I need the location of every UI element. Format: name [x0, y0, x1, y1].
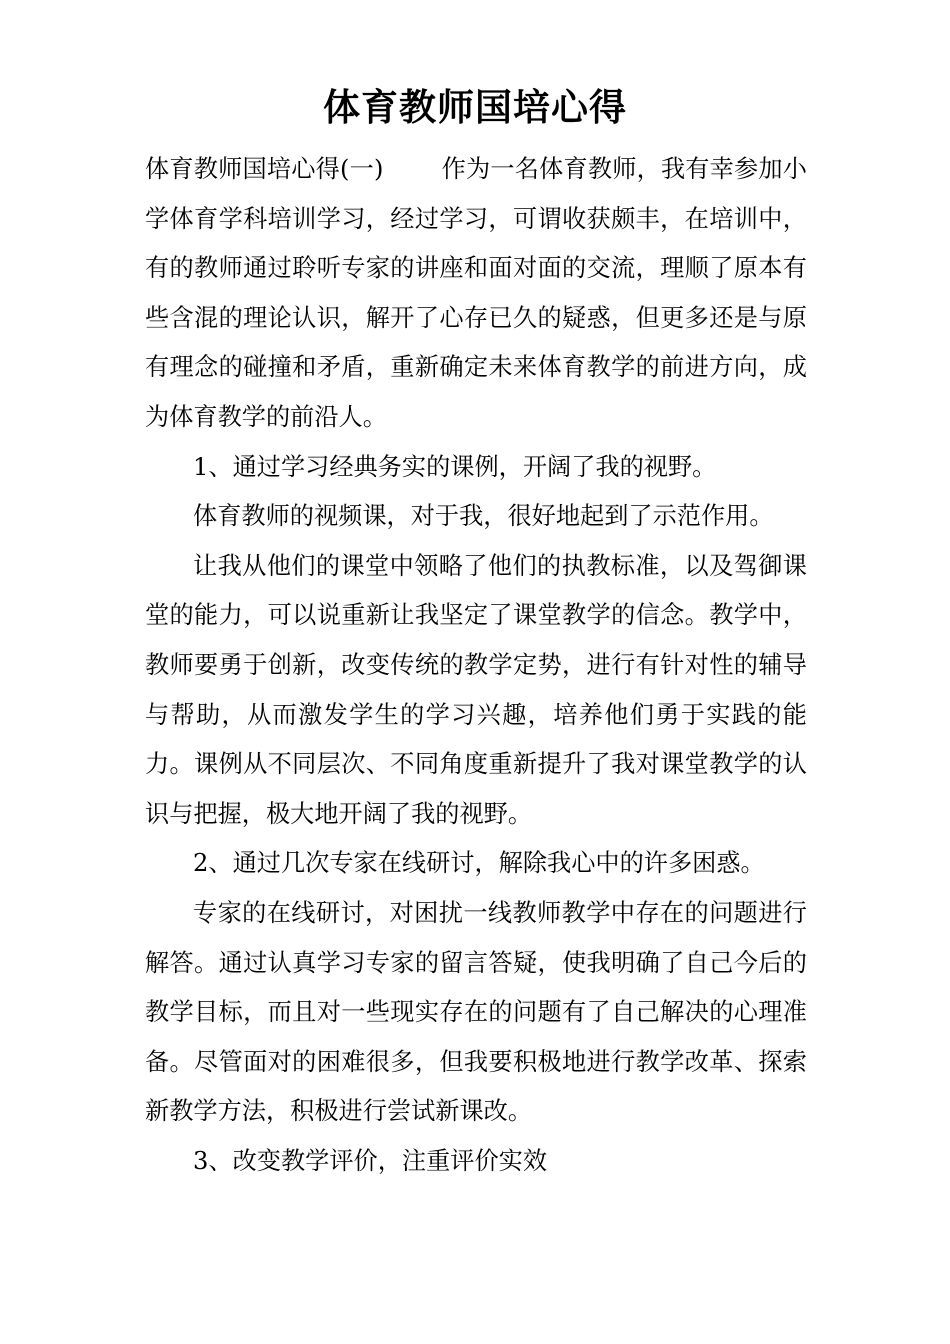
section-heading-3: 3、改变教学评价，注重评价实效	[193, 1146, 548, 1175]
intro-paragraph	[145, 145, 807, 443]
document-title: 体育教师国培心得	[323, 85, 627, 129]
body-paragraph: 让我从他们的课堂中领略了他们的执教标准，以及驾御课堂的能力，可以说重新让我坚定了课堂教学的信念。教学中，教师要勇于创新，改变传统的教学定势，进行有针对性的辅导与帮助，从而激发学生的学习兴趣，培养他们勇于实践的能力。课例从不同层次、不同角度重新提升了我对课堂教学的认识与把握，极大地开阔了我的视野。	[145, 551, 807, 828]
section-heading-2: 2、通过几次专家在线研讨，解除我心中的许多困惑。	[193, 849, 765, 878]
body-paragraph: 体育教师的视频课，对于我，很好地起到了示范作用。	[193, 502, 774, 531]
intro-text: 作为一名体育教师，我有幸参加小学体育学科培训学习，经过学习，可谓收获颇丰，在培训中，有的教师通过聆听专家的讲座和面对面的交流，理顺了原本有些含混的理论认识，解开了心存已久的疑惑，但更多还是与原有理念的碰撞和矛盾，重新确定未来体育教学的前进方向，成为体育教学的前沿人。	[145, 155, 807, 431]
body-paragraph: 专家的在线研讨，对困扰一线教师教学中存在的问题进行解答。通过认真学习专家的留言答疑，使我明确了自己今后的教学目标，而且对一些现实存在的问题有了自己解决的心理准备。尽管面对的困难很多，但我要积极地进行教学改革、探索新教学方法，积极进行尝试新课改。	[145, 898, 807, 1126]
document-body	[145, 145, 807, 1186]
section-heading-1: 1、通过学习经典务实的课例，开阔了我的视野。	[193, 452, 717, 481]
intro-heading: 体育教师国培心得(一)	[145, 155, 384, 183]
